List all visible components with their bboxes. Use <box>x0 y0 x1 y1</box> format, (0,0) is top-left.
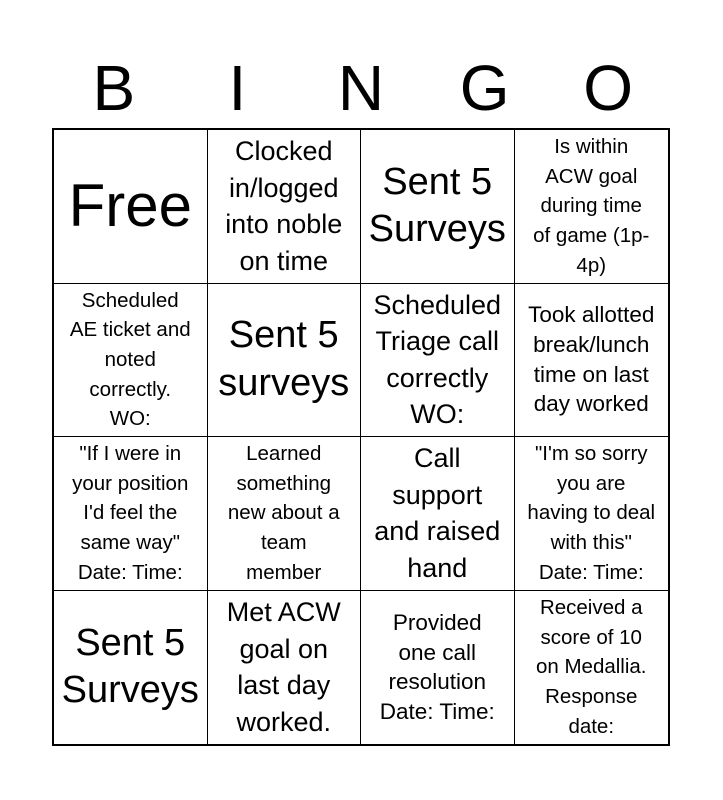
cell-text: "I'm so sorry you are having to deal with this" Date: Time: <box>527 442 656 584</box>
bingo-cell[interactable] <box>515 437 669 591</box>
bingo-cell[interactable] <box>208 284 362 438</box>
bingo-cell[interactable] <box>515 591 669 745</box>
bingo-cell[interactable] <box>361 130 515 284</box>
header-letter-n: N <box>337 52 385 124</box>
cell-text: Sent 5 surveys <box>218 314 350 404</box>
cell-text: Call support and raised hand <box>374 443 501 583</box>
cell-text: Met ACW goal on last day worked. <box>226 597 341 737</box>
bingo-cell[interactable] <box>515 284 669 438</box>
cell-text: Learned something new about a team member <box>227 442 340 584</box>
cell-text: Provided one call resolution Date: Time: <box>379 609 495 724</box>
cell-text: Received a score of 10 on Medallia. Response date: <box>535 596 647 738</box>
cell-text: Scheduled Triage call correctly WO: <box>373 289 502 430</box>
bingo-cell[interactable] <box>361 591 515 745</box>
bingo-cell[interactable] <box>361 437 515 591</box>
bingo-board <box>52 128 670 746</box>
cell-text: Free <box>68 172 192 240</box>
header-letter-o: O <box>583 52 634 124</box>
bingo-cell[interactable] <box>208 591 362 745</box>
bingo-cell-free[interactable] <box>54 130 208 284</box>
bingo-cell[interactable] <box>515 130 669 284</box>
bingo-header <box>52 48 670 128</box>
cell-text: Scheduled AE ticket and noted correctly. WO: <box>69 288 191 431</box>
bingo-cell[interactable] <box>361 284 515 438</box>
cell-text: Took allotted break/lunch time on last day worked <box>528 302 655 417</box>
bingo-cell[interactable] <box>208 437 362 591</box>
cell-text: Clocked in/logged into noble on time <box>225 136 343 276</box>
header-letter-g: G <box>459 52 510 124</box>
bingo-cell[interactable] <box>54 437 208 591</box>
cell-text: Sent 5 Surveys <box>61 621 199 712</box>
cell-text: Is within ACW goal during time of game (1p- 4p) <box>533 135 650 277</box>
cell-text: Sent 5 Surveys <box>368 160 506 251</box>
bingo-cell[interactable] <box>54 591 208 745</box>
cell-text: "If I were in your position I'd feel the same way" Date: Time: <box>72 442 189 584</box>
header-letter-i: I <box>228 52 247 124</box>
bingo-cell[interactable] <box>208 130 362 284</box>
header-letter-b: B <box>92 52 136 124</box>
bingo-cell[interactable] <box>54 284 208 438</box>
